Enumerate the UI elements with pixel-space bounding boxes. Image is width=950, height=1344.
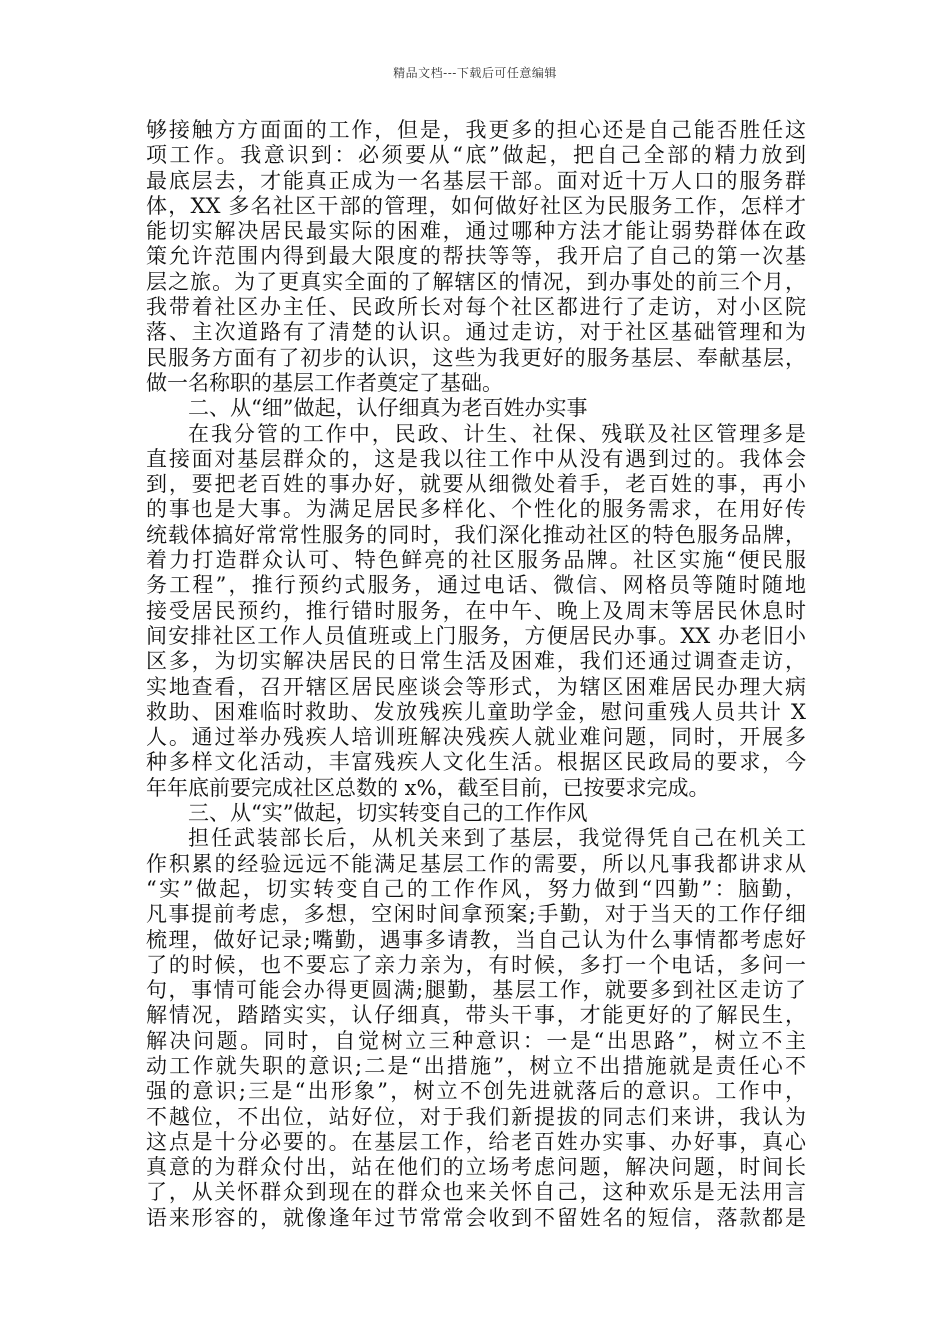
text-line: 凡事提前考虑，多想，空闲时间拿预案;手勤，对于当天的工作仔细 — [146, 902, 806, 927]
text-line: 担任武装部长后，从机关来到了基层，我觉得凭自己在机关工 — [188, 826, 806, 851]
text-line: 落、主次道路有了清楚的认识。通过走访，对于社区基础管理和为 — [146, 320, 806, 345]
text-line: 人。通过举办残疾人培训班解决残疾人就业难问题，同时，开展多 — [146, 725, 806, 750]
text-line: 层之旅。为了更真实全面的了解辖区的情况，到办事处的前三个月， — [146, 269, 806, 294]
text-line: 真意的为群众付出，站在他们的立场考虑问题，解决问题，时间长 — [146, 1155, 806, 1180]
text-line: 三、从“实”做起，切实转变自己的工作作风 — [188, 801, 588, 826]
text-line: 接受居民预约，推行错时服务，在中午、晚上及周末等居民休息时 — [146, 598, 806, 623]
text-line: 种多样文化活动，丰富残疾人文化生活。根据区民政局的要求，今 — [146, 750, 806, 775]
text-line: 能切实解决居民最实际的困难，通过哪种方法才能让弱势群体在政 — [146, 219, 806, 244]
text-line: 二、从“细”做起，认仔细真为老百姓办实事 — [188, 396, 588, 421]
text-line: “实”做起，切实转变自己的工作作风，努力做到“四勤”：脑勤， — [146, 876, 806, 901]
text-line: 实地查看，召开辖区居民座谈会等形式，为辖区困难居民办理大病 — [146, 674, 806, 699]
text-line: 的事也是大事。为满足居民多样化、个性化的服务需求，在用好传 — [146, 497, 806, 522]
text-line: 间安排社区工作人员值班或上门服务，方便居民办事。XX 办老旧小 — [146, 623, 806, 648]
document-body — [146, 118, 806, 1231]
text-line: 我带着社区办主任、民政所长对每个社区都进行了走访，对小区院 — [146, 295, 806, 320]
text-line: 强的意识;三是“出形象”，树立不创先进就落后的意识。工作中， — [146, 1079, 806, 1104]
page-header: 精品文档---下载后可任意编辑 — [393, 66, 557, 80]
text-line: 务工程”，推行预约式服务，通过电话、微信、网格员等随时随地 — [146, 573, 806, 598]
text-line: 够接触方方面面的工作，但是，我更多的担心还是自己能否胜任这 — [146, 118, 806, 142]
text-line: 年年底前要完成社区总数的 x%，截至目前，已按要求完成。 — [146, 775, 710, 800]
text-line: 在我分管的工作中，民政、计生、社保、残联及社区管理多是 — [188, 421, 806, 446]
text-line: 最底层去，才能真正成为一名基层干部。面对近十万人口的服务群 — [146, 168, 806, 193]
text-line: 直接面对基层群众的，这是我以往工作中从没有遇到过的。我体会 — [146, 446, 806, 471]
text-line: 这点是十分必要的。在基层工作，给老百姓办实事、办好事，真心 — [146, 1129, 806, 1154]
text-line: 统载体搞好常常性服务的同时，我们深化推动社区的特色服务品牌， — [146, 522, 806, 547]
text-line: 不越位，不出位，站好位，对于我们新提拔的同志们来讲，我认为 — [146, 1104, 806, 1129]
text-line: 了的时候，也不要忘了亲力亲为，有时候，多打一个电话，多问一 — [146, 952, 806, 977]
text-line: 作积累的经验远远不能满足基层工作的需要，所以凡事我都讲求从 — [146, 851, 806, 876]
text-line: 策允许范围内得到最大限度的帮扶等等，我开启了自己的第一次基 — [146, 244, 806, 269]
text-line: 了，从关怀群众到现在的群众也来关怀自己，这种欢乐是无法用言 — [146, 1180, 806, 1205]
text-line: 民服务方面有了初步的认识，这些为我更好的服务基层、奉献基层， — [146, 345, 806, 370]
text-line: 体，XX 多名社区干部的管理，如何做好社区为民服务工作，怎样才 — [146, 193, 806, 218]
text-line: 动工作就失职的意识;二是“出措施”，树立不出措施就是责任心不 — [146, 1053, 806, 1078]
text-line: 语来形容的，就像逢年过节常常会收到不留姓名的短信，落款都是 — [146, 1205, 806, 1230]
text-line: 救助、困难临时救助、发放残疾儿童助学金，慰问重残人员共计 X — [146, 699, 806, 724]
text-line: 区多，为切实解决居民的日常生活及困难，我们还通过调查走访， — [146, 649, 806, 674]
text-line: 项工作。我意识到：必须要从“底”做起，把自己全部的精力放到 — [146, 143, 806, 168]
text-line: 梳理，做好记录;嘴勤，遇事多请教，当自己认为什么事情都考虑好 — [146, 927, 806, 952]
text-line: 着力打造群众认可、特色鲜亮的社区服务品牌。社区实施“便民服 — [146, 548, 806, 573]
text-line: 解情况，踏踏实实，认仔细真，带头干事，才能更好的了解民生， — [146, 1003, 806, 1028]
text-line: 做一名称职的基层工作者奠定了基础。 — [146, 370, 503, 395]
text-line: 句，事情可能会办得更圆满;腿勤，基层工作，就要多到社区走访了 — [146, 978, 806, 1003]
text-line: 解决问题。同时，自觉树立三种意识：一是“出思路”，树立不主 — [146, 1028, 806, 1053]
text-line: 到，要把老百姓的事办好，就要从细微处着手，老百姓的事，再小 — [146, 472, 806, 497]
